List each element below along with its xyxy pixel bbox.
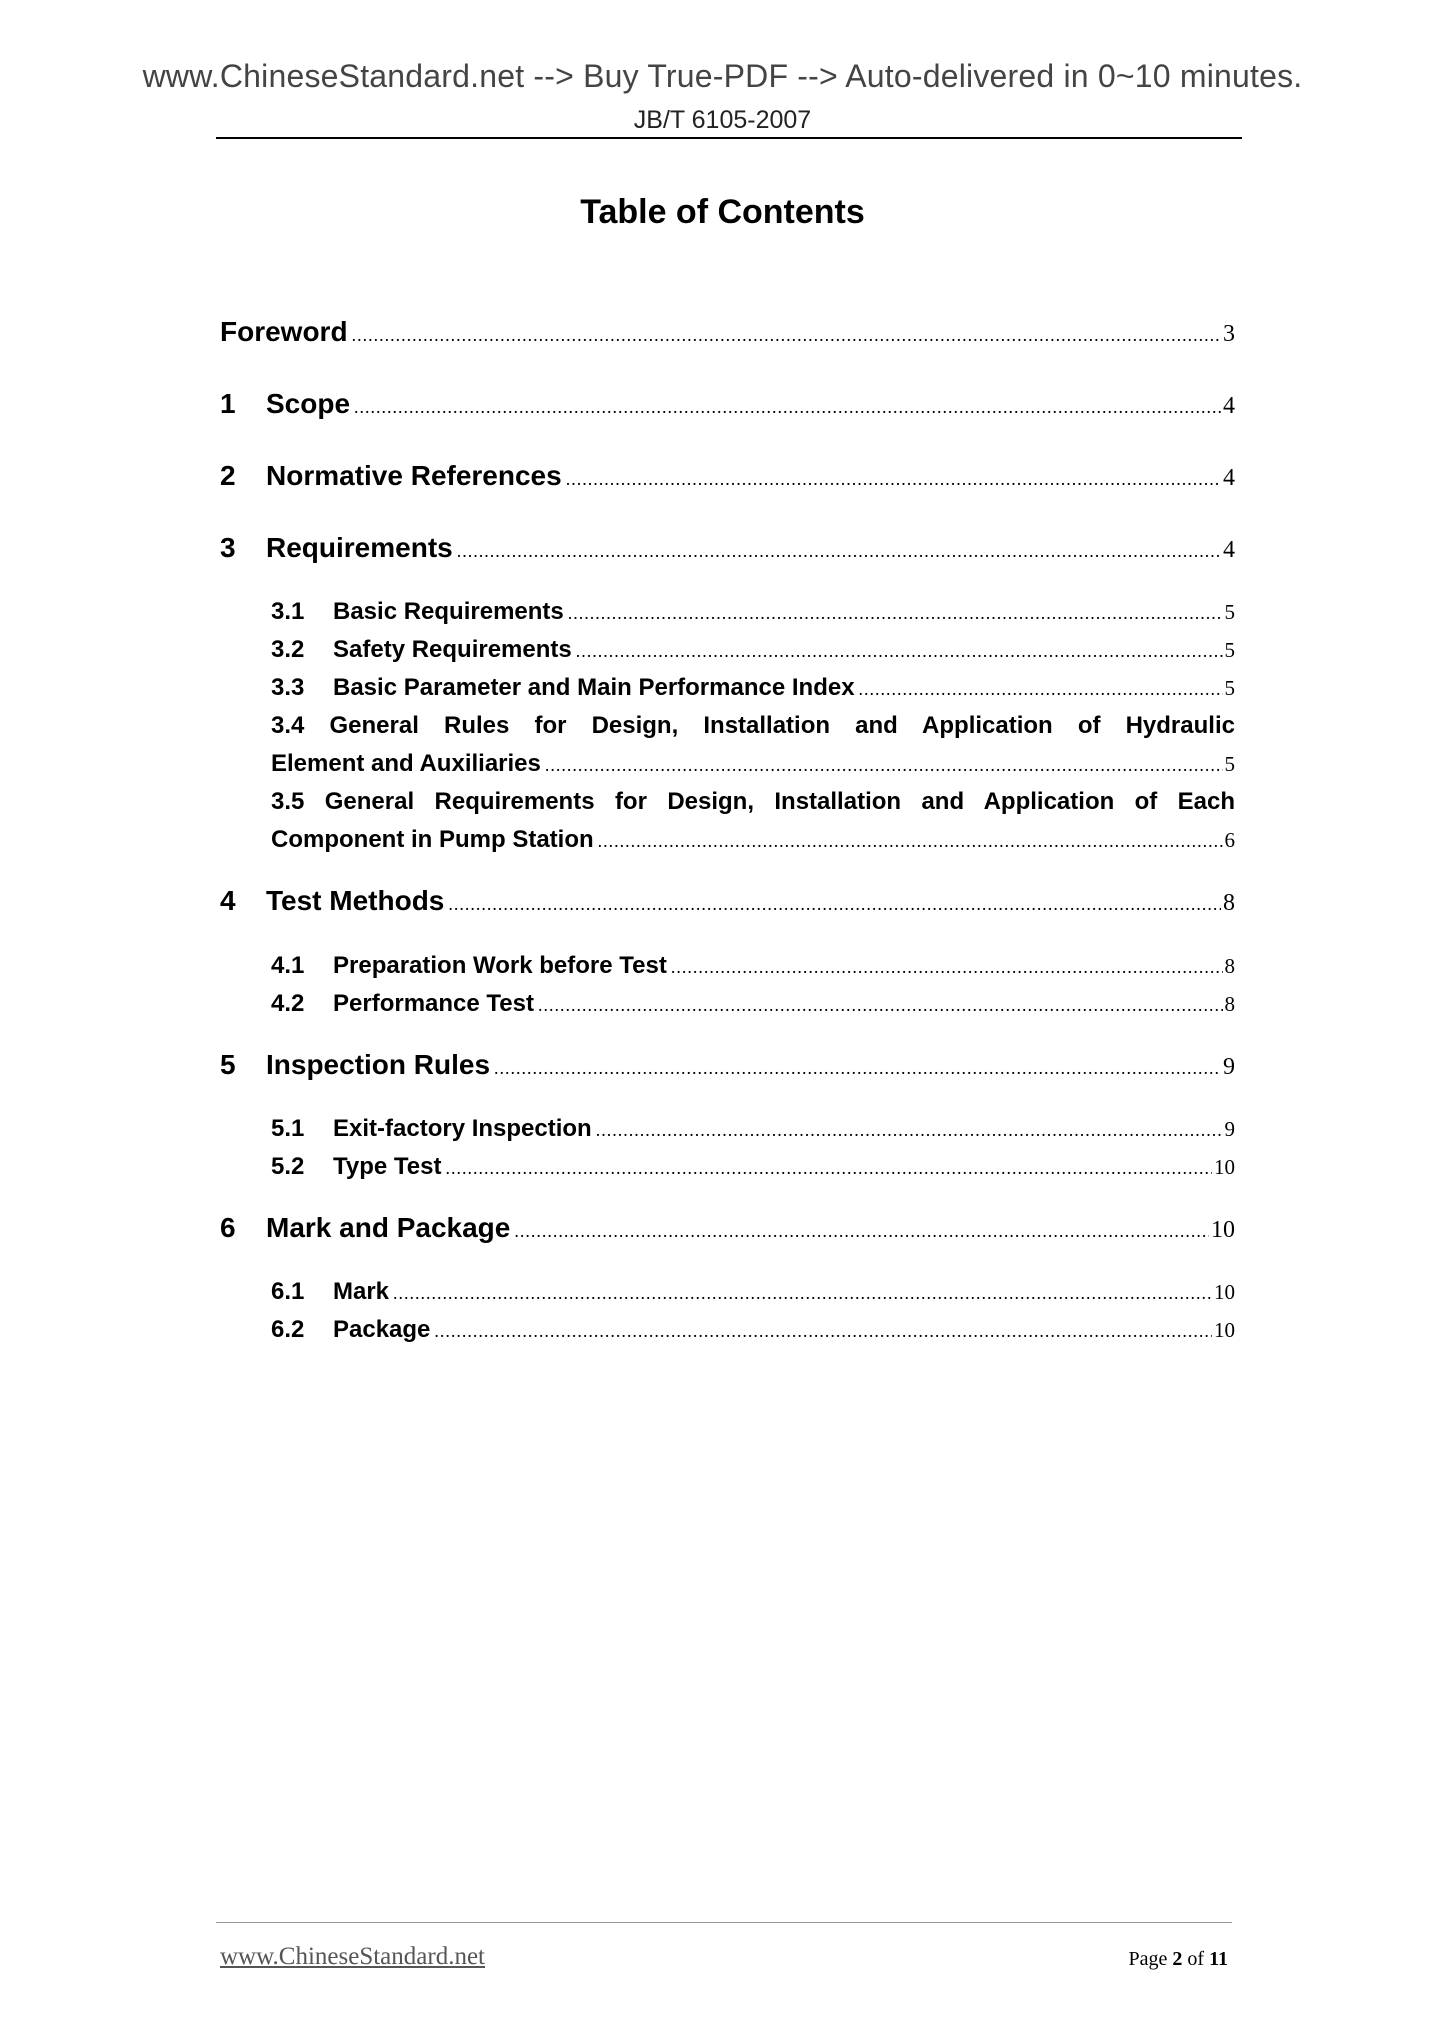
- toc-leader: [354, 397, 1221, 418]
- toc-leader: [566, 469, 1221, 490]
- toc-word: Application: [983, 788, 1115, 815]
- toc-number: 3: [220, 532, 236, 563]
- toc-page: 8: [1224, 954, 1235, 978]
- toc-word: of: [1077, 712, 1101, 739]
- toc-entry-requirements[interactable]: [220, 532, 1235, 564]
- toc-number: 3.2: [271, 636, 305, 663]
- toc-word: Hydraulic: [1125, 712, 1235, 739]
- toc-title: Inspection Rules: [266, 1049, 491, 1080]
- toc-leader: [538, 995, 1223, 1016]
- document-number: JB/T 6105-2007: [633, 106, 812, 134]
- toc-number: 4: [220, 885, 236, 916]
- page-label: Page: [1128, 1948, 1168, 1970]
- toc-title: Basic Requirements: [333, 598, 564, 625]
- toc-entry-normative-references[interactable]: [220, 460, 1235, 492]
- toc-title: Normative References: [266, 460, 562, 491]
- toc-entry-test-methods[interactable]: [220, 885, 1235, 917]
- toc-page: 5: [1224, 600, 1235, 624]
- toc-page: 10: [1211, 1217, 1235, 1243]
- toc-title: Mark: [333, 1278, 390, 1305]
- toc-entry-mark[interactable]: [271, 1278, 1235, 1306]
- toc-number: 1: [220, 388, 236, 419]
- toc-page: 5: [1224, 676, 1235, 700]
- toc-leader: [671, 957, 1223, 978]
- toc-word: Each: [1177, 788, 1236, 815]
- toc-page: 8: [1223, 890, 1235, 916]
- toc-number: 3.3: [271, 674, 305, 701]
- toc-word: General: [324, 788, 415, 815]
- header-divider: [216, 137, 1242, 139]
- toc-word: Installation: [774, 788, 902, 815]
- toc-number: 6.2: [271, 1316, 305, 1343]
- toc-entry-general-rules-line2[interactable]: [271, 750, 1235, 778]
- toc-title: Performance Test: [333, 990, 534, 1017]
- toc-title: Component in Pump Station: [271, 826, 594, 853]
- toc-entry-type-test[interactable]: [271, 1153, 1235, 1181]
- toc-page: 9: [1224, 1117, 1235, 1141]
- toc-word: and: [855, 712, 898, 739]
- toc-title: Scope: [266, 388, 351, 419]
- toc-number: 6.1: [271, 1278, 305, 1305]
- toc-title: Requirements: [266, 532, 453, 563]
- toc-page: 10: [1214, 1280, 1235, 1304]
- toc-word: and: [921, 788, 965, 815]
- toc-page: 10: [1214, 1155, 1235, 1179]
- toc-number: 3.1: [271, 598, 305, 625]
- toc-title: Basic Parameter and Main Performance Index: [333, 674, 855, 701]
- toc-leader: [576, 641, 1223, 662]
- toc-word: Requirements: [434, 788, 595, 815]
- footer-site-link[interactable]: www.ChineseStandard.net: [220, 1943, 485, 1970]
- page-indicator: [1129, 1948, 1228, 1971]
- toc-title: Element and Auxiliaries: [271, 750, 541, 777]
- toc-page: 10: [1214, 1318, 1235, 1342]
- toc-page: 8: [1224, 992, 1235, 1016]
- toc-title: Type Test: [333, 1153, 442, 1180]
- toc-number: 3.5: [271, 788, 305, 815]
- toc-entry-preparation-work[interactable]: [271, 952, 1235, 980]
- toc-page: 4: [1223, 465, 1235, 491]
- toc-page: 5: [1224, 752, 1235, 776]
- toc-page: 9: [1223, 1054, 1235, 1080]
- toc-entry-package[interactable]: [271, 1316, 1235, 1344]
- toc-title: Mark and Package: [266, 1212, 511, 1243]
- toc-word: for: [614, 788, 647, 815]
- toc-leader: [859, 679, 1223, 700]
- toc-entry-mark-and-package[interactable]: [220, 1212, 1235, 1244]
- toc-word: for: [534, 712, 567, 739]
- toc-page: 4: [1223, 393, 1235, 419]
- toc-number: 5: [220, 1049, 236, 1080]
- toc-word: Design,: [591, 712, 679, 739]
- toc-page: 3: [1223, 321, 1235, 347]
- toc-leader: [596, 1120, 1223, 1141]
- toc-page: 5: [1224, 638, 1235, 662]
- toc-leader: [445, 1158, 1212, 1179]
- toc-entry-basic-parameter[interactable]: [271, 674, 1235, 702]
- toc-entry-general-requirements-line2[interactable]: [271, 826, 1235, 854]
- toc-page: 4: [1223, 537, 1235, 563]
- toc-word: General: [329, 712, 419, 739]
- toc-entry-general-requirements-line1[interactable]: [271, 788, 1235, 816]
- toc-entry-performance-test[interactable]: [271, 990, 1235, 1018]
- toc-leader: [448, 894, 1221, 915]
- toc-number: 6: [220, 1212, 236, 1243]
- toc-title: Exit-factory Inspection: [333, 1115, 592, 1142]
- toc-leader: [514, 1221, 1209, 1242]
- footer-divider: [216, 1922, 1232, 1923]
- toc-leader: [393, 1283, 1212, 1304]
- toc-number: 5.2: [271, 1153, 305, 1180]
- toc-page: 6: [1224, 828, 1235, 852]
- page-title: Table of Contents: [580, 193, 865, 231]
- toc-leader: [494, 1058, 1221, 1079]
- toc-entry-safety-requirements[interactable]: [271, 636, 1235, 664]
- toc-entry-foreword[interactable]: [220, 316, 1235, 348]
- toc-title: Foreword: [220, 316, 348, 347]
- toc-entry-inspection-rules[interactable]: [220, 1049, 1235, 1081]
- toc-leader: [352, 325, 1221, 346]
- toc-entry-exit-factory-inspection[interactable]: [271, 1115, 1235, 1143]
- toc-title: Safety Requirements: [333, 636, 572, 663]
- page-current: 2: [1172, 1948, 1183, 1970]
- toc-number: 4.1: [271, 952, 305, 979]
- toc-word: Rules: [443, 712, 510, 739]
- toc-entry-general-rules-line1[interactable]: [271, 712, 1235, 740]
- toc-number: 2: [220, 460, 236, 491]
- toc-leader: [545, 755, 1223, 776]
- toc-word: Design,: [667, 788, 754, 815]
- toc-leader: [598, 831, 1223, 852]
- source-banner: www.ChineseStandard.net --> Buy True-PDF --> Auto-delivered in 0~10 minutes.: [142, 58, 1303, 94]
- toc-number: 5.1: [271, 1115, 305, 1142]
- toc-leader: [434, 1321, 1212, 1342]
- toc-title: Package: [333, 1316, 431, 1343]
- toc-number: 3.4: [271, 712, 305, 739]
- page-total: 11: [1209, 1948, 1228, 1970]
- toc-title: Preparation Work before Test: [333, 952, 667, 979]
- toc-number: 4.2: [271, 990, 305, 1017]
- toc-entry-scope[interactable]: [220, 388, 1235, 420]
- toc-leader: [457, 541, 1221, 562]
- toc-word: Installation: [703, 712, 831, 739]
- toc-word: Application: [922, 712, 1053, 739]
- toc-leader: [568, 603, 1223, 624]
- page-of: of: [1187, 1948, 1205, 1970]
- toc-entry-basic-requirements[interactable]: [271, 598, 1235, 626]
- toc-word: of: [1134, 788, 1158, 815]
- toc-title: Test Methods: [266, 885, 445, 916]
